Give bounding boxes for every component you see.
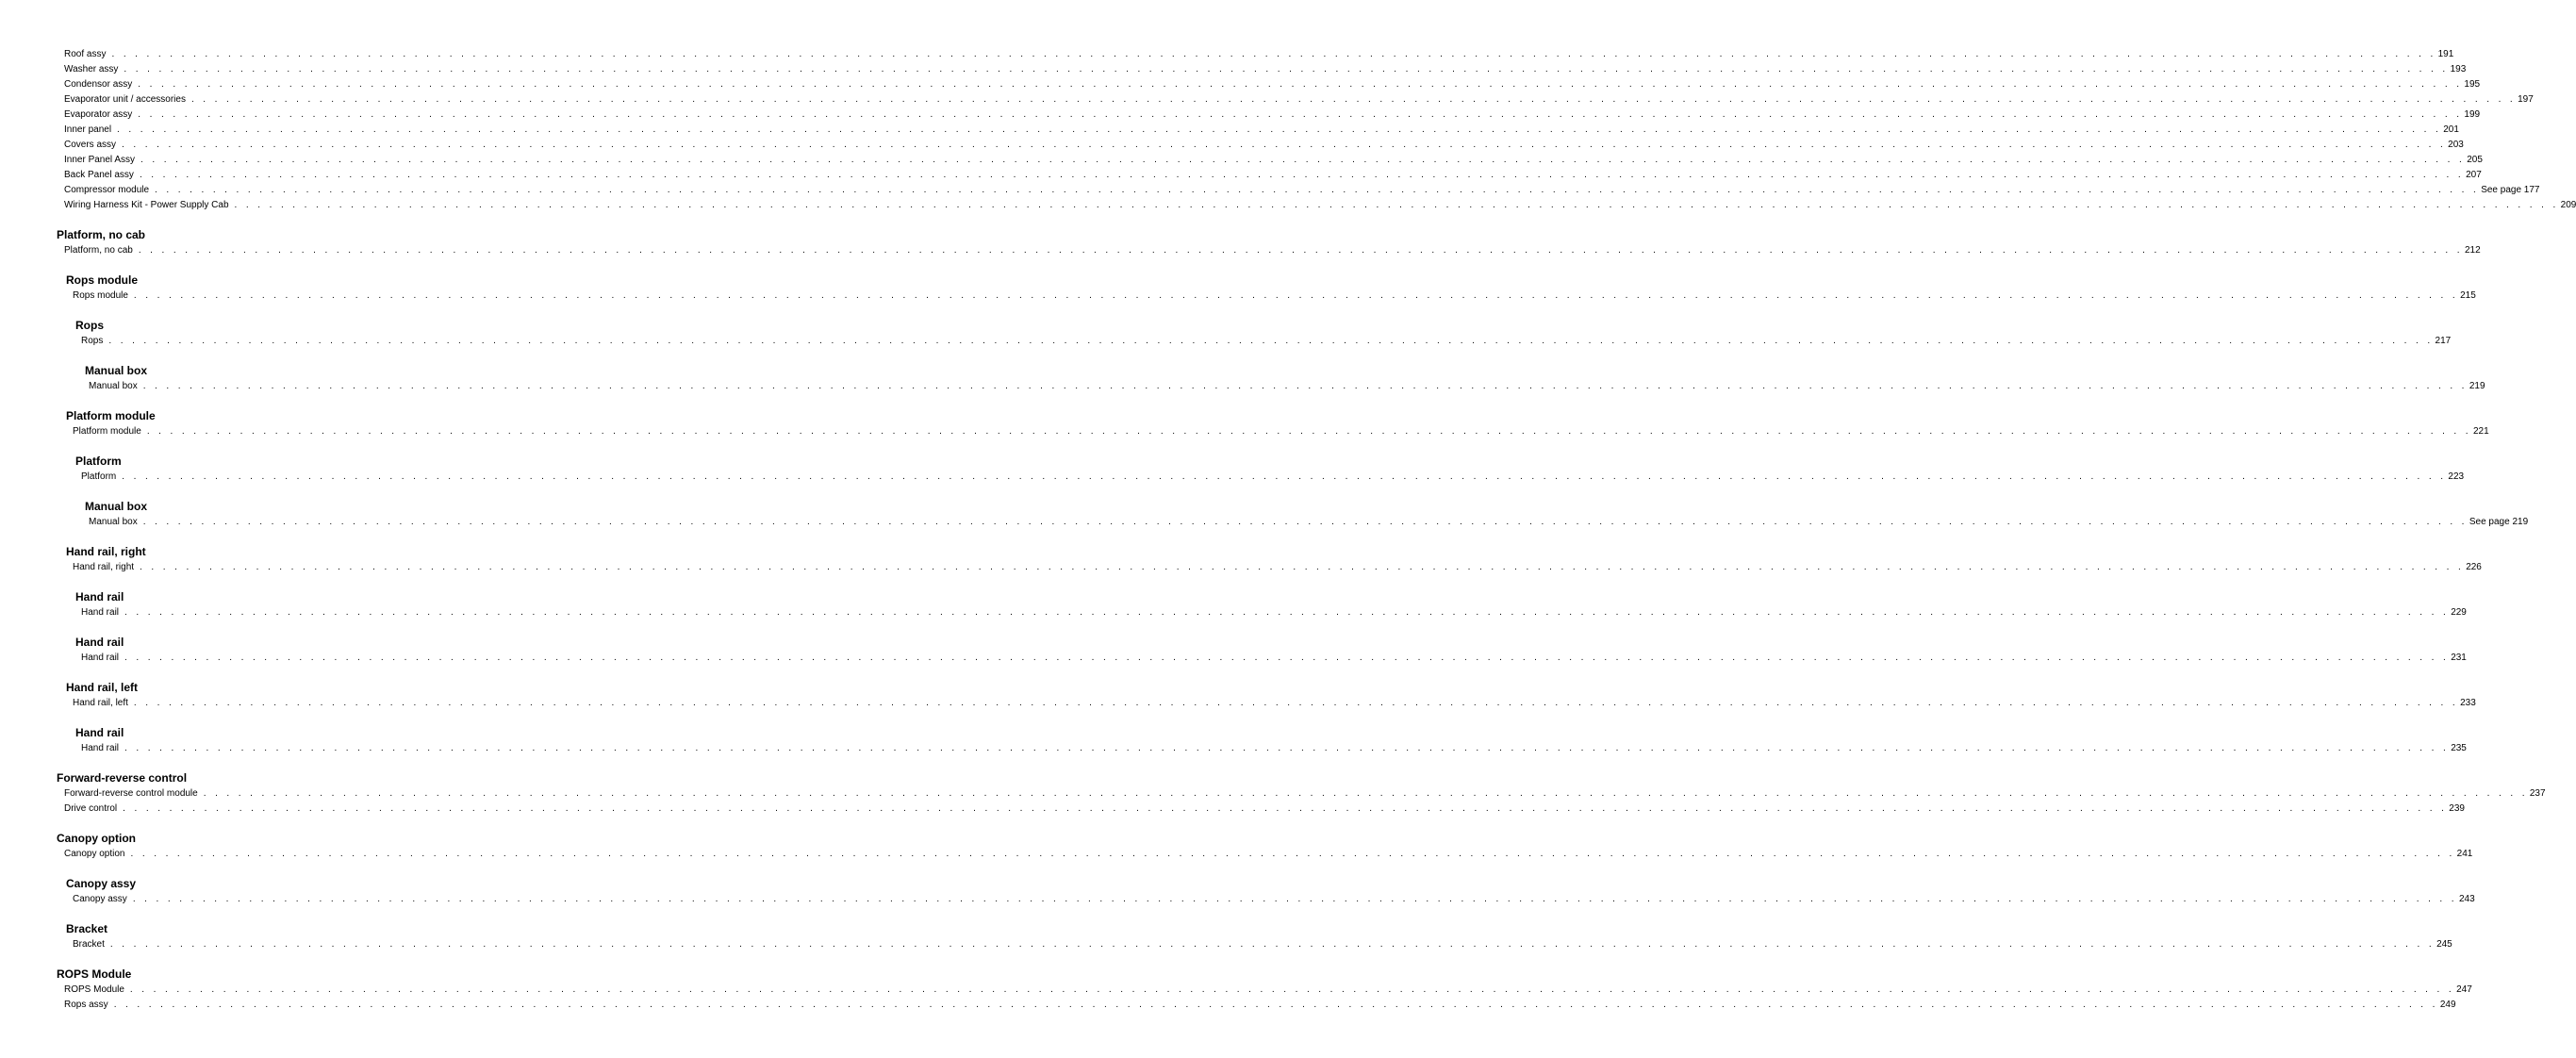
toc-entry-title: Covers assy bbox=[64, 140, 117, 150]
toc-entry-page: 219 bbox=[2469, 381, 2485, 391]
toc-entry[interactable] bbox=[73, 696, 2476, 711]
toc-entry-title: Hand rail bbox=[81, 743, 120, 753]
section-heading: Hand rail bbox=[75, 636, 124, 649]
section-heading: Hand rail bbox=[75, 726, 124, 739]
toc-entry-page: 191 bbox=[2437, 49, 2454, 59]
toc-entry-title: Compressor module bbox=[64, 185, 150, 195]
dot-leader: . . . . . . . . . . . . . . . . . . . . . . . . . . . . . . . . . . . . . . . . . . . . . . . . . . . . . . . . . . . . . . . . . . . . . . . . . . . . . . . . . . . . . . . . . . . . . . . . . . . . . . . . . . . . . . . . . . . . . . . . . . . . . . . . . . . . . . . . . . . . . . . . . . . . . . . . . . . . . . . . . . . . . . . . . . . . . . . . . . . . . . . . . . . . . . . . . . . . . . . . bbox=[138, 79, 2463, 90]
toc-entry-title: ROPS Module bbox=[64, 984, 124, 995]
toc-entry[interactable] bbox=[64, 107, 2481, 123]
section-heading: Hand rail, right bbox=[66, 545, 146, 558]
toc-entry[interactable] bbox=[64, 47, 2454, 62]
toc-entry[interactable] bbox=[89, 379, 2485, 394]
section-heading: Manual box bbox=[85, 500, 148, 513]
section-heading: ROPS Module bbox=[57, 967, 132, 981]
dot-leader: . . . . . . . . . . . . . . . . . . . . . . . . . . . . . . . . . . . . . . . . . . . . . . . . . . . . . . . . . . . . . . . . . . . . . . . . . . . . . . . . . . . . . . . . . . . . . . . . . . . . . . . . . . . . . . . . . . . . . . . . . . . . . . . . . . . . . . . . . . . . . . . . . . . . . . . . . . . . . . . . . . . . . . . . . . . . . . . . . . . . . . . . . . . . . . . . . . . . . . . . bbox=[117, 124, 2442, 135]
toc-entry-page: 193 bbox=[2450, 64, 2467, 74]
toc-entry-title: Evaporator assy bbox=[64, 109, 133, 120]
dot-leader: . . . . . . . . . . . . . . . . . . . . . . . . . . . . . . . . . . . . . . . . . . . . . . . . . . . . . . . . . . . . . . . . . . . . . . . . . . . . . . . . . . . . . . . . . . . . . . . . . . . . . . . . . . . . . . . . . . . . . . . . . . . . . . . . . . . . . . . . . . . . . . . . . . . . . . . . . . . . . . . . . . . . . . . . . . . . . . . . . . . . . . . . . . . . . . . . . . . . . . . . bbox=[122, 140, 2447, 150]
section-heading: Manual box bbox=[85, 364, 148, 377]
toc-entry-title: Roof assy bbox=[64, 49, 107, 59]
dot-leader: . . . . . . . . . . . . . . . . . . . . . . . . . . . . . . . . . . . . . . . . . . . . . . . . . . . . . . . . . . . . . . . . . . . . . . . . . . . . . . . . . . . . . . . . . . . . . . . . . . . . . . . . . . . . . . . . . . . . . . . . . . . . . . . . . . . . . . . . . . . . . . . . . . . . . . . . . . . . . . . . . . . . . . . . . . . . . . . . . . . . . . . . . . . . . . . . . . . . . . . . bbox=[108, 336, 2434, 346]
toc-entry[interactable] bbox=[64, 847, 2473, 862]
toc-entry-page: 199 bbox=[2464, 109, 2481, 120]
toc-entry[interactable] bbox=[81, 334, 2452, 349]
toc-entry-page: 229 bbox=[2451, 607, 2467, 618]
dot-leader: . . . . . . . . . . . . . . . . . . . . . . . . . . . . . . . . . . . . . . . . . . . . . . . . . . . . . . . . . . . . . . . . . . . . . . . . . . . . . . . . . . . . . . . . . . . . . . . . . . . . . . . . . . . . . . . . . . . . . . . . . . . . . . . . . . . . . . . . . . . . . . . . . . . . . . . . . . . . . . . . . . . . . . . . . . . . . . . . . . . . . . . . . . . . . . . . . . . . . . . . bbox=[109, 939, 2436, 950]
toc-entry-page: 241 bbox=[2456, 849, 2473, 859]
toc-entry-page: 226 bbox=[2466, 562, 2482, 572]
section-heading: Bracket bbox=[66, 922, 108, 935]
toc-entry[interactable] bbox=[64, 243, 2481, 258]
toc-entry[interactable] bbox=[64, 168, 2482, 183]
toc-entry-title: Hand rail, right bbox=[73, 562, 135, 572]
dot-leader: . . . . . . . . . . . . . . . . . . . . . . . . . . . . . . . . . . . . . . . . . . . . . . . . . . . . . . . . . . . . . . . . . . . . . . . . . . . . . . . . . . . . . . . . . . . . . . . . . . . . . . . . . . . . . . . . . . . . . . . . . . . . . . . . . . . . . . . . . . . . . . . . . . . . . . . . . . . . . . . . . . . . . . . . . . . . . . . . . . . . . . . . . . . . . . . . . . . . . . . . bbox=[138, 109, 2463, 120]
toc-entry[interactable] bbox=[73, 892, 2475, 907]
toc-entry[interactable] bbox=[81, 605, 2467, 620]
toc-entry[interactable] bbox=[89, 515, 2529, 530]
toc-entry-page: 239 bbox=[2449, 803, 2465, 814]
section-heading: Platform, no cab bbox=[57, 228, 146, 241]
dot-leader: . . . . . . . . . . . . . . . . . . . . . . . . . . . . . . . . . . . . . . . . . . . . . . . . . . . . . . . . . . . . . . . . . . . . . . . . . . . . . . . . . . . . . . . . . . . . . . . . . . . . . . . . . . . . . . . . . . . . . . . . . . . . . . . . . . . . . . . . . . . . . . . . . . . . . . . . . . . . . . . . . . . . . . . . . . . . . . . . . . . . . . . . . . . . . . . . . . . . . . . . bbox=[155, 185, 2480, 195]
toc-entry-page: 217 bbox=[2435, 336, 2452, 346]
toc-entry[interactable] bbox=[73, 560, 2482, 575]
toc-entry[interactable] bbox=[64, 802, 2465, 817]
dot-leader: . . . . . . . . . . . . . . . . . . . . . . . . . . . . . . . . . . . . . . . . . . . . . . . . . . . . . . . . . . . . . . . . . . . . . . . . . . . . . . . . . . . . . . . . . . . . . . . . . . . . . . . . . . . . . . . . . . . . . . . . . . . . . . . . . . . . . . . . . . . . . . . . . . . . . . . . . . . . . . . . . . . . . . . . . . . . . . . . . . . . . . . . . . . . . . . . . . . . . . . . bbox=[132, 894, 2457, 904]
toc-entry-page: 205 bbox=[2467, 155, 2483, 165]
toc-entry-page: 197 bbox=[2518, 94, 2534, 105]
toc-entry-title: Evaporator unit / accessories bbox=[64, 94, 186, 105]
toc-entry-page: 215 bbox=[2460, 290, 2476, 301]
toc-entry-title: Rops bbox=[81, 336, 104, 346]
toc-entry[interactable] bbox=[64, 77, 2481, 92]
toc-entry-page: 223 bbox=[2448, 471, 2465, 482]
dot-leader: . . . . . . . . . . . . . . . . . . . . . . . . . . . . . . . . . . . . . . . . . . . . . . . . . . . . . . . . . . . . . . . . . . . . . . . . . . . . . . . . . . . . . . . . . . . . . . . . . . . . . . . . . . . . . . . . . . . . . . . . . . . . . . . . . . . . . . . . . . . . . . . . . . . . . . . . . . . . . . . . . . . . . . . . . . . . . . . . . . . . . . . . . . . . . . . . . . . . . . . . bbox=[111, 49, 2436, 59]
dot-leader: . . . . . . . . . . . . . . . . . . . . . . . . . . . . . . . . . . . . . . . . . . . . . . . . . . . . . . . . . . . . . . . . . . . . . . . . . . . . . . . . . . . . . . . . . . . . . . . . . . . . . . . . . . . . . . . . . . . . . . . . . . . . . . . . . . . . . . . . . . . . . . . . . . . . . . . . . . . . . . . . . . . . . . . . . . . . . . . . . . . . . . . . . . . . . . . . . . . . . . . . bbox=[133, 290, 2459, 301]
toc-entry-title: Hand rail bbox=[81, 653, 120, 663]
toc-entry-title: Washer assy bbox=[64, 64, 119, 74]
dot-leader: . . . . . . . . . . . . . . . . . . . . . . . . . . . . . . . . . . . . . . . . . . . . . . . . . . . . . . . . . . . . . . . . . . . . . . . . . . . . . . . . . . . . . . . . . . . . . . . . . . . . . . . . . . . . . . . . . . . . . . . . . . . . . . . . . . . . . . . . . . . . . . . . . . . . . . . . . . . . . . . . . . . . . . . . . . . . . . . . . . . . . . . . . . . . . . . . . . . . . . . . bbox=[138, 245, 2463, 256]
toc-entry[interactable] bbox=[64, 198, 2576, 213]
dot-leader: . . . . . . . . . . . . . . . . . . . . . . . . . . . . . . . . . . . . . . . . . . . . . . . . . . . . . . . . . . . . . . . . . . . . . . . . . . . . . . . . . . . . . . . . . . . . . . . . . . . . . . . . . . . . . . . . . . . . . . . . . . . . . . . . . . . . . . . . . . . . . . . . . . . . . . . . . . . . . . . . . . . . . . . . . . . . . . . . . . . . . . . . . . . . . . . . . . . . . . . . bbox=[113, 1000, 2438, 1010]
toc-entry-title: Hand rail bbox=[81, 607, 120, 618]
toc-entry[interactable] bbox=[81, 651, 2467, 666]
toc-entry[interactable] bbox=[81, 741, 2467, 756]
dot-leader: . . . . . . . . . . . . . . . . . . . . . . . . . . . . . . . . . . . . . . . . . . . . . . . . . . . . . . . . . . . . . . . . . . . . . . . . . . . . . . . . . . . . . . . . . . . . . . . . . . . . . . . . . . . . . . . . . . . . . . . . . . . . . . . . . . . . . . . . . . . . . . . . . . . . . . . . . . . . . . . . . . . . . . . . . . . . . . . . . . . . . . . . . . . . . . . . . . . . . . . . bbox=[146, 426, 2471, 437]
toc-entry[interactable] bbox=[64, 983, 2472, 998]
toc-entry-title: Rops assy bbox=[64, 1000, 108, 1010]
toc-entry[interactable] bbox=[64, 62, 2467, 77]
dot-leader: . . . . . . . . . . . . . . . . . . . . . . . . . . . . . . . . . . . . . . . . . . . . . . . . . . . . . . . . . . . . . . . . . . . . . . . . . . . . . . . . . . . . . . . . . . . . . . . . . . . . . . . . . . . . . . . . . . . . . . . . . . . . . . . . . . . . . . . . . . . . . . . . . . . . . . . . . . . . . . . . . . . . . . . . . . . . . . . . . . . . . . . . . . . . . . . . . . . . . . . . bbox=[129, 984, 2455, 995]
toc-entry[interactable] bbox=[64, 92, 2534, 107]
toc-entry[interactable] bbox=[64, 138, 2464, 153]
toc-entry-title: Hand rail, left bbox=[73, 698, 128, 708]
dot-leader: . . . . . . . . . . . . . . . . . . . . . . . . . . . . . . . . . . . . . . . . . . . . . . . . . . . . . . . . . . . . . . . . . . . . . . . . . . . . . . . . . . . . . . . . . . . . . . . . . . . . . . . . . . . . . . . . . . . . . . . . . . . . . . . . . . . . . . . . . . . . . . . . . . . . . . . . . . . . . . . . . . . . . . . . . . . . . . . . . . . . . . . . . . . . . . . . . . . . . . . . bbox=[124, 64, 2449, 74]
dot-leader: . . . . . . . . . . . . . . . . . . . . . . . . . . . . . . . . . . . . . . . . . . . . . . . . . . . . . . . . . . . . . . . . . . . . . . . . . . . . . . . . . . . . . . . . . . . . . . . . . . . . . . . . . . . . . . . . . . . . . . . . . . . . . . . . . . . . . . . . . . . . . . . . . . . . . . . . . . . . . . . . . . . . . . . . . . . . . . . . . . . . . . . . . . . . . . . . . . . . . . . . bbox=[130, 849, 2455, 859]
toc-entry-page: 235 bbox=[2451, 743, 2467, 753]
toc-entry-page: 231 bbox=[2451, 653, 2467, 663]
toc-entry-page: 195 bbox=[2464, 79, 2481, 90]
toc-entry[interactable] bbox=[64, 183, 2540, 198]
dot-leader: . . . . . . . . . . . . . . . . . . . . . . . . . . . . . . . . . . . . . . . . . . . . . . . . . . . . . . . . . . . . . . . . . . . . . . . . . . . . . . . . . . . . . . . . . . . . . . . . . . . . . . . . . . . . . . . . . . . . . . . . . . . . . . . . . . . . . . . . . . . . . . . . . . . . . . . . . . . . . . . . . . . . . . . . . . . . . . . . . . . . . . . . . . . . . . . . . . . . . . . . bbox=[122, 471, 2447, 482]
section-heading: Platform bbox=[75, 455, 122, 468]
toc-entry-title: Wiring Harness Kit - Power Supply Cab bbox=[64, 200, 229, 210]
toc-entry-title: Platform module bbox=[73, 426, 141, 437]
toc-entry-title: Inner panel bbox=[64, 124, 112, 135]
toc-entry-title: Inner Panel Assy bbox=[64, 155, 136, 165]
dot-leader: . . . . . . . . . . . . . . . . . . . . . . . . . . . . . . . . . . . . . . . . . . . . . . . . . . . . . . . . . . . . . . . . . . . . . . . . . . . . . . . . . . . . . . . . . . . . . . . . . . . . . . . . . . . . . . . . . . . . . . . . . . . . . . . . . . . . . . . . . . . . . . . . . . . . . . . . . . . . . . . . . . . . . . . . . . . . . . . . . . . . . . . . . . . . . . . . . . . . . . . . bbox=[124, 607, 2450, 618]
toc-entry-title: Drive control bbox=[64, 803, 118, 814]
toc-entry-page: 245 bbox=[2436, 939, 2452, 950]
toc-entry-title: Platform, no cab bbox=[64, 245, 133, 256]
dot-leader: . . . . . . . . . . . . . . . . . . . . . . . . . . . . . . . . . . . . . . . . . . . . . . . . . . . . . . . . . . . . . . . . . . . . . . . . . . . . . . . . . . . . . . . . . . . . . . . . . . . . . . . . . . . . . . . . . . . . . . . . . . . . . . . . . . . . . . . . . . . . . . . . . . . . . . . . . . . . . . . . . . . . . . . . . . . . . . . . . . . . . . . . . . . . . . . . . . . . . . . . bbox=[142, 517, 2468, 527]
toc-entry-page: See page 177 bbox=[2481, 185, 2540, 195]
dot-leader: . . . . . . . . . . . . . . . . . . . . . . . . . . . . . . . . . . . . . . . . . . . . . . . . . . . . . . . . . . . . . . . . . . . . . . . . . . . . . . . . . . . . . . . . . . . . . . . . . . . . . . . . . . . . . . . . . . . . . . . . . . . . . . . . . . . . . . . . . . . . . . . . . . . . . . . . . . . . . . . . . . . . . . . . . . . . . . . . . . . . . . . . . . . . . . . . . . . . . . . . bbox=[124, 653, 2450, 663]
toc-entry[interactable] bbox=[73, 424, 2489, 439]
toc-entry-title: Canopy option bbox=[64, 849, 125, 859]
dot-leader: . . . . . . . . . . . . . . . . . . . . . . . . . . . . . . . . . . . . . . . . . . . . . . . . . . . . . . . . . . . . . . . . . . . . . . . . . . . . . . . . . . . . . . . . . . . . . . . . . . . . . . . . . . . . . . . . . . . . . . . . . . . . . . . . . . . . . . . . . . . . . . . . . . . . . . . . . . . . . . . . . . . . . . . . . . . . . . . . . . . . . . . . . . . . . . . . . . . . . . . . bbox=[123, 803, 2448, 814]
dot-leader: . . . . . . . . . . . . . . . . . . . . . . . . . . . . . . . . . . . . . . . . . . . . . . . . . . . . . . . . . . . . . . . . . . . . . . . . . . . . . . . . . . . . . . . . . . . . . . . . . . . . . . . . . . . . . . . . . . . . . . . . . . . . . . . . . . . . . . . . . . . . . . . . . . . . . . . . . . . . . . . . . . . . . . . . . . . . . . . . . . . . . . . . . . . . . . . . . . . . . . . . bbox=[140, 155, 2466, 165]
toc-entry-page: 209 bbox=[2560, 200, 2576, 210]
dot-leader: . . . . . . . . . . . . . . . . . . . . . . . . . . . . . . . . . . . . . . . . . . . . . . . . . . . . . . . . . . . . . . . . . . . . . . . . . . . . . . . . . . . . . . . . . . . . . . . . . . . . . . . . . . . . . . . . . . . . . . . . . . . . . . . . . . . . . . . . . . . . . . . . . . . . . . . . . . . . . . . . . . . . . . . . . . . . . . . . . . . . . . . . . . . . . . . . . . . . . . . . bbox=[190, 94, 2517, 105]
toc-entry-page: 233 bbox=[2460, 698, 2476, 708]
section-heading: Platform module bbox=[66, 409, 156, 422]
dot-leader: . . . . . . . . . . . . . . . . . . . . . . . . . . . . . . . . . . . . . . . . . . . . . . . . . . . . . . . . . . . . . . . . . . . . . . . . . . . . . . . . . . . . . . . . . . . . . . . . . . . . . . . . . . . . . . . . . . . . . . . . . . . . . . . . . . . . . . . . . . . . . . . . . . . . . . . . . . . . . . . . . . . . . . . . . . . . . . . . . . . . . . . . . . . . . . . . . . . . . . . . bbox=[133, 698, 2459, 708]
toc-entry-page: 203 bbox=[2448, 140, 2464, 150]
dot-leader: . . . . . . . . . . . . . . . . . . . . . . . . . . . . . . . . . . . . . . . . . . . . . . . . . . . . . . . . . . . . . . . . . . . . . . . . . . . . . . . . . . . . . . . . . . . . . . . . . . . . . . . . . . . . . . . . . . . . . . . . . . . . . . . . . . . . . . . . . . . . . . . . . . . . . . . . . . . . . . . . . . . . . . . . . . . . . . . . . . . . . . . . . . . . . . . . . . . . . . . . bbox=[139, 170, 2465, 180]
toc-entry-title: Back Panel assy bbox=[64, 170, 134, 180]
toc-entry[interactable] bbox=[64, 998, 2456, 1013]
toc-entry[interactable] bbox=[81, 470, 2465, 485]
toc-entry-page: 221 bbox=[2472, 426, 2489, 437]
toc-entry-page: 247 bbox=[2456, 984, 2472, 995]
toc-entry-title: Rops module bbox=[73, 290, 128, 301]
toc-entry-title: Manual box bbox=[89, 381, 138, 391]
toc-entry-page: 237 bbox=[2529, 788, 2546, 799]
section-heading: Canopy assy bbox=[66, 877, 137, 890]
toc-entry-title: Platform bbox=[81, 471, 117, 482]
toc-entry-title: Canopy assy bbox=[73, 894, 127, 904]
section-heading: Rops module bbox=[66, 273, 139, 287]
toc-entry-title: Manual box bbox=[89, 517, 138, 527]
toc-entry-page: 249 bbox=[2439, 1000, 2456, 1010]
dot-leader: . . . . . . . . . . . . . . . . . . . . . . . . . . . . . . . . . . . . . . . . . . . . . . . . . . . . . . . . . . . . . . . . . . . . . . . . . . . . . . . . . . . . . . . . . . . . . . . . . . . . . . . . . . . . . . . . . . . . . . . . . . . . . . . . . . . . . . . . . . . . . . . . . . . . . . . . . . . . . . . . . . . . . . . . . . . . . . . . . . . . . . . . . . . . . . . . . . . . . . . . bbox=[124, 743, 2450, 753]
toc-entry-title: Bracket bbox=[73, 939, 105, 950]
toc-entry[interactable] bbox=[64, 153, 2483, 168]
toc-entry-page: 243 bbox=[2458, 894, 2475, 904]
dot-leader: . . . . . . . . . . . . . . . . . . . . . . . . . . . . . . . . . . . . . . . . . . . . . . . . . . . . . . . . . . . . . . . . . . . . . . . . . . . . . . . . . . . . . . . . . . . . . . . . . . . . . . . . . . . . . . . . . . . . . . . . . . . . . . . . . . . . . . . . . . . . . . . . . . . . . . . . . . . . . . . . . . . . . . . . . . . . . . . . . . . . . . . . . . . . . . . . . . . . . . . . bbox=[140, 562, 2465, 572]
toc-entry[interactable] bbox=[73, 289, 2476, 304]
toc-entry[interactable] bbox=[73, 937, 2452, 952]
section-heading: Hand rail bbox=[75, 590, 124, 603]
toc-entry-page: 201 bbox=[2443, 124, 2459, 135]
dot-leader: . . . . . . . . . . . . . . . . . . . . . . . . . . . . . . . . . . . . . . . . . . . . . . . . . . . . . . . . . . . . . . . . . . . . . . . . . . . . . . . . . . . . . . . . . . . . . . . . . . . . . . . . . . . . . . . . . . . . . . . . . . . . . . . . . . . . . . . . . . . . . . . . . . . . . . . . . . . . . . . . . . . . . . . . . . . . . . . . . . . . . . . . . . . . . . . . . . . . . . . . bbox=[203, 788, 2528, 799]
toc-entry-page: See page 219 bbox=[2469, 517, 2529, 527]
toc-entry[interactable] bbox=[64, 123, 2459, 138]
section-heading: Hand rail, left bbox=[66, 681, 139, 694]
toc-entry-page: 212 bbox=[2464, 245, 2481, 256]
dot-leader: . . . . . . . . . . . . . . . . . . . . . . . . . . . . . . . . . . . . . . . . . . . . . . . . . . . . . . . . . . . . . . . . . . . . . . . . . . . . . . . . . . . . . . . . . . . . . . . . . . . . . . . . . . . . . . . . . . . . . . . . . . . . . . . . . . . . . . . . . . . . . . . . . . . . . . . . . . . . . . . . . . . . . . . . . . . . . . . . . . . . . . . . . . . . . . . . . . . . . . . . bbox=[234, 200, 2559, 210]
dot-leader: . . . . . . . . . . . . . . . . . . . . . . . . . . . . . . . . . . . . . . . . . . . . . . . . . . . . . . . . . . . . . . . . . . . . . . . . . . . . . . . . . . . . . . . . . . . . . . . . . . . . . . . . . . . . . . . . . . . . . . . . . . . . . . . . . . . . . . . . . . . . . . . . . . . . . . . . . . . . . . . . . . . . . . . . . . . . . . . . . . . . . . . . . . . . . . . . . . . . . . . . bbox=[142, 381, 2468, 391]
section-heading: Rops bbox=[75, 319, 104, 332]
toc-entry[interactable] bbox=[64, 786, 2546, 802]
toc-entry-title: Condensor assy bbox=[64, 79, 133, 90]
section-heading: Canopy option bbox=[57, 832, 136, 845]
toc-entry-title: Forward-reverse control module bbox=[64, 788, 198, 799]
section-heading: Forward-reverse control bbox=[57, 771, 188, 785]
toc-entry-page: 207 bbox=[2466, 170, 2482, 180]
